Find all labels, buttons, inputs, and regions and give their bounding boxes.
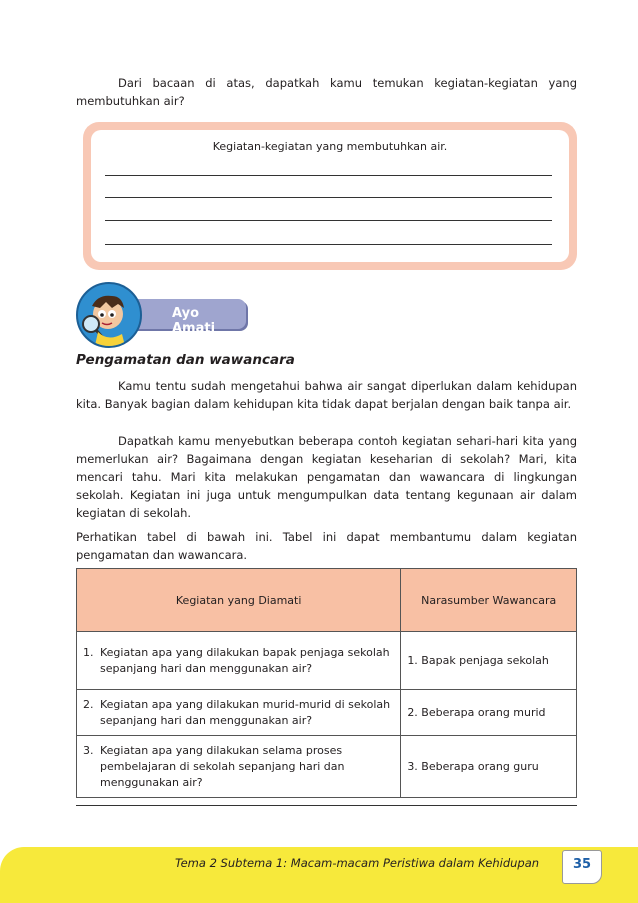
activity-cell <box>77 690 401 736</box>
answer-line-1[interactable] <box>105 175 552 176</box>
paragraph-text: Dapatkah kamu menyebutkan beberapa contoh kegiatan sehari-hari kita yang memerlukan air? Bagaimana dengan kegiatan keseharian di sekolah? Mari, kita mencari tahu. Mari kita melakukan pengamatan dan wawancara di lingkungan sekolah. Kegiatan ini juga untuk mengumpulkan data tentang kegunaan air dalam kegiatan di sekolah. <box>76 434 577 520</box>
page-number-book-icon <box>562 850 602 884</box>
activity-cell <box>77 736 401 798</box>
answer-box-inner <box>91 130 569 262</box>
answer-line-3[interactable] <box>105 220 552 221</box>
source-cell: 3. Beberapa orang guru <box>401 736 577 798</box>
table-row <box>77 690 577 736</box>
header-activity: Kegiatan yang Diamati <box>77 569 401 632</box>
mascot-magnifier-icon <box>76 282 142 348</box>
page-footer <box>0 847 638 903</box>
page-number: 35 <box>572 857 592 872</box>
answer-line-2[interactable] <box>105 197 552 198</box>
header-source: Narasumber Wawancara <box>401 569 577 632</box>
activity-text: Kegiatan apa yang dilakukan bapak penjaga sekolah sepanjang hari dan menggunakan air? <box>100 645 390 675</box>
activity-cell <box>77 632 401 690</box>
bottom-divider <box>76 805 577 806</box>
answer-box <box>83 122 577 270</box>
table-row <box>77 736 577 798</box>
ayo-amati-badge <box>76 282 246 348</box>
badge-label: Ayo Amati <box>172 306 216 336</box>
section-heading: Pengamatan dan wawancara <box>76 352 295 368</box>
intro-question: Dari bacaan di atas, dapatkah kamu temukan kegiatan-kegiatan yang membutuhkan air? <box>76 76 577 108</box>
paragraph-1 <box>76 377 577 413</box>
source-cell: 1. Bapak penjaga sekolah <box>401 632 577 690</box>
row-number: 3. <box>83 743 94 757</box>
paragraph-3 <box>76 528 577 564</box>
activity-text: Kegiatan apa yang dilakukan murid-murid di sekolah sepanjang hari dan menggunakan air? <box>100 697 391 727</box>
row-number: 2. <box>83 697 94 711</box>
paragraph-text: Perhatikan tabel di bawah ini. Tabel ini dapat membantumu dalam kegiatan pengamatan dan wawancara. <box>76 530 577 562</box>
observation-table <box>76 568 577 798</box>
answer-line-4[interactable] <box>105 244 552 245</box>
table-row <box>77 632 577 690</box>
answer-box-title: Kegiatan-kegiatan yang membutuhkan air. <box>212 140 448 153</box>
paragraph-text: Kamu tentu sudah mengetahui bahwa air sangat diperlukan dalam kehidupan kita. Banyak bagian dalam kehidupan kita tidak dapat berjalan dengan baik tanpa air. <box>76 379 577 411</box>
activity-text: Kegiatan apa yang dilakukan selama proses pembelajaran di sekolah sepanjang hari dan menggunakan air? <box>100 743 345 789</box>
source-cell: 2. Beberapa orang murid <box>401 690 577 736</box>
footer-title: Tema 2 Subtema 1: Macam-macam Peristiwa dalam Kehidupan <box>175 856 540 870</box>
row-number: 1. <box>83 645 94 659</box>
badge-pill <box>128 299 246 336</box>
paragraph-2 <box>76 432 577 522</box>
